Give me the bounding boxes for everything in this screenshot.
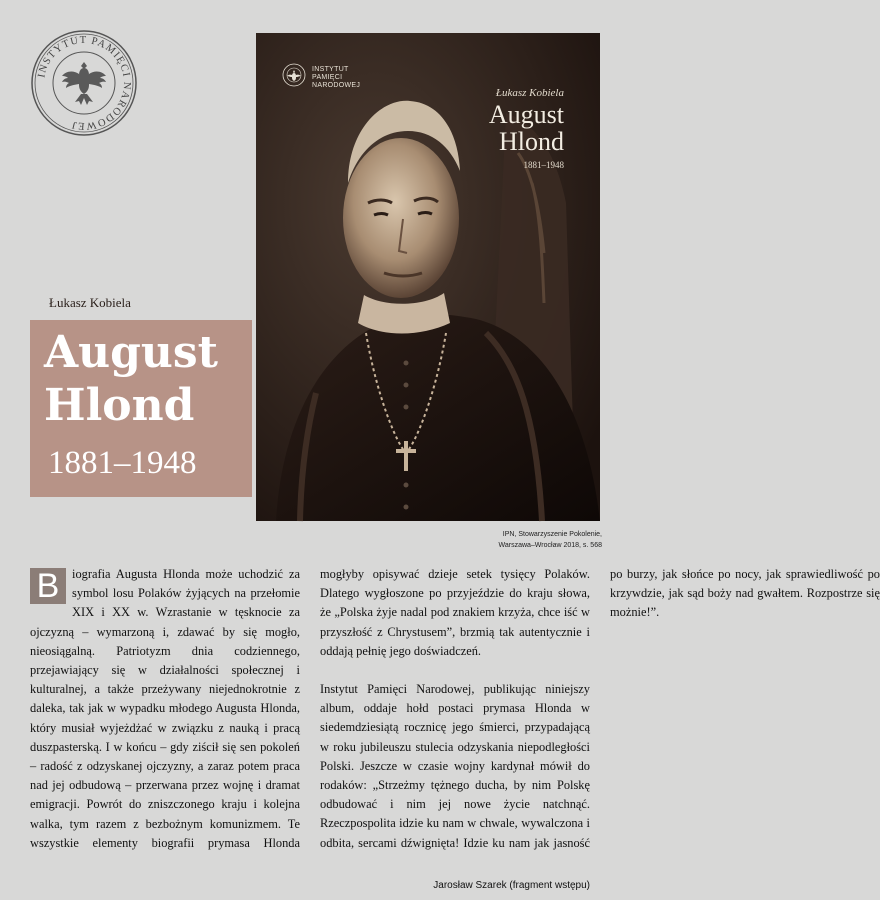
book-cover-image	[256, 33, 600, 521]
article-author: Łukasz Kobiela	[49, 295, 131, 310]
title-years: 1881–1948	[48, 445, 197, 481]
book-author: Łukasz Kobiela	[495, 87, 564, 99]
image-caption: IPN, Stowarzyszenie Pokolenie, Warszawa–Wrocław 2018, s. 568	[498, 531, 602, 549]
book-title: August Hlond	[488, 100, 564, 156]
book-institute-name: INSTYTUT PAMIĘCI NARODOWEJ	[312, 66, 361, 89]
article-column-left	[30, 565, 880, 861]
svg-text:INSTYTUT PAMIĘCI NARODOWEJ: INSTYTUT PAMIĘCI NARODOWEJ	[36, 34, 133, 132]
page-title: August Hlond	[44, 327, 218, 431]
ipn-seal-logo	[29, 28, 139, 138]
paragraph-1: iografia Augusta Hlonda może uchodzić za symbol losu Polaków żyjących na przełomie XIX i XX w. Wzrastanie w tęsknocie za ojczyzną – wymarzoną i, zdawać by się mogło, nieosiągalną. Patriotyzm dnia codziennego, przejawiający się w działalności społecznej i kulturalnej, a także przeżywany niejednokrotnie z daleka, tak jak w wypadku młodego Augusta Hlonda, który musiał wyjeżdżać w związku z nauką i pracą duszpasterską. I w końcu – gdy ziścił się sen pokoleń – radość z odzyskanej ojczyzny, a zaraz potem praca nad jej odbudową – przerwana przez wojnę i dramat emigracji. Powrót do zniszczonego kraju i kolejna walka, tym razem z bezbożnym komunizmem. Te wszystkie elementy biografii prymasa Hlonda mogłyby opisywać dzieje setek tysięcy Polaków. Dlatego wygłoszone po przyjeździe do kraju słowa, że „Polska żyje nadal pod znakiem krzyża, chce iść w przyszłość z Chrystusem”, brzmią tak autentycznie i oddają pełnię jego doświadczeń.	[30, 567, 590, 850]
signature: Jarosław Szarek (fragment wstępu)	[433, 880, 590, 891]
paragraph-2: Instytut Pamięci Narodowej, publikując niniejszy album, oddaje hołd postaci prymasa Hlonda w siedemdziesiątą rocznicę jego śmierci, przypadającą w roku jubileuszu stulecia odzyskania niepodległości Polski. Jeszcze w czasie wojny kardynał mówił do rodaków: „Strzeżmy tężnego ducha, by nim Polskę odbudować i nim jej nowe życie natchnąć. Rzeczpospolita idzie ku nam w chwale, wywalczona i odbita, sercami dźwignięta! Idzie ku nam jak jasność po burzy, jak słońce po nocy, jak sprawiedliwość po krzywdzie, jak sąd boży nad gwałtem. Rozpostrze się możnie!”.	[320, 567, 880, 850]
book-years: 1881–1948	[523, 160, 564, 170]
drop-cap: B	[30, 568, 66, 604]
ipn-logo-icon	[282, 63, 306, 87]
title-box	[30, 320, 252, 497]
article-body	[30, 565, 880, 861]
